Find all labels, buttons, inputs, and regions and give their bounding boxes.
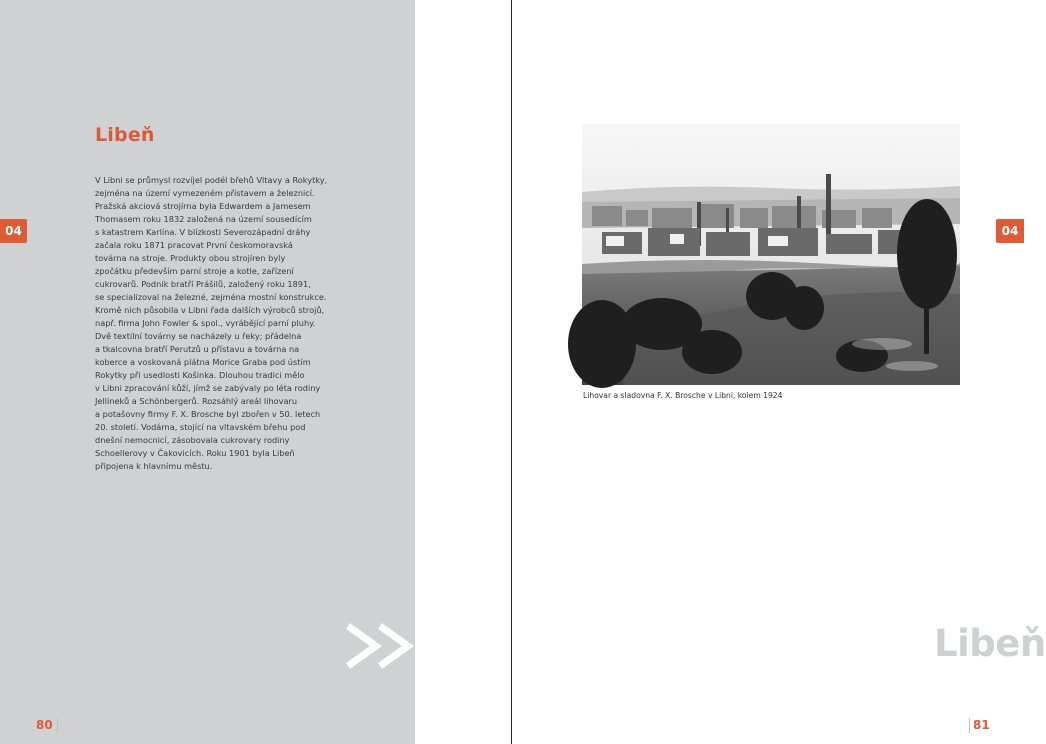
page-number-right: 81 (973, 718, 990, 732)
body-line: Thomasem roku 1832 založená na území sousedícím (95, 214, 312, 224)
body-line: připojena k hlavnímu městu. (95, 461, 213, 471)
body-text (95, 174, 328, 473)
body-line: Kromě nich působila v Libni řada dalších výrobců strojů, (95, 305, 325, 315)
body-line: cukrovarů. Podnik bratří Prášilů, založený roku 1891, (95, 279, 311, 289)
body-line: např. firma John Fowler & spol., vyrábějící parní pluhy. (95, 318, 316, 328)
body-line: s katastrem Karlína. V blízkosti Severozápadní dráhy (95, 227, 311, 237)
body-line: v Libni zpracování kůží, jímž se zabývaly po léta rodiny (95, 383, 321, 393)
body-line: Pražská akciová strojírna byla Edwardem a Jamesem (95, 201, 311, 211)
body-line: se specializoval na železné, zejména mostní konstrukce. (95, 292, 327, 302)
body-line: zejména na území vymezeném přístavem a železnicí. (95, 188, 315, 198)
body-line: 20. století. Vodárna, stojící na vltavském břehu pod (95, 422, 306, 432)
page-number-left: 80 (36, 718, 53, 732)
body-line: a potašovny firmy F. X. Brosche byl zbořen v 50. letech (95, 409, 321, 419)
book-spine-divider (511, 0, 512, 744)
body-line: a tkalcovna bratří Perutzů u přístavu a továrna na (95, 344, 300, 354)
body-line: Jellineků a Schönbergerů. Rozsáhlý areál lihovaru (95, 396, 298, 406)
section-heading: Libeň (95, 124, 155, 146)
body-line: koberce a voskovaná plátna Morice Graba pod ústím (95, 357, 311, 367)
page-number-divider-left (57, 718, 58, 733)
body-line: začala roku 1871 pracovat První českomoravská (95, 240, 293, 250)
page-number-divider-right (969, 718, 970, 733)
historical-photo (582, 124, 960, 385)
body-line: továrna na stroje. Produkty obou strojíren byly (95, 253, 286, 263)
double-chevron-right-icon (344, 620, 416, 672)
photo-caption: Lihovar a sladovna F. X. Brosche v Libni, kolem 1924 (583, 391, 783, 400)
body-line: Dvě textilní továrny se nacházely u řeky; přádelna (95, 331, 302, 341)
chapter-tab-left: 04 (0, 219, 27, 243)
body-line: Schoellerovy v Čakovicích. Roku 1901 byla Libeň (95, 448, 295, 458)
body-line: V Libni se průmysl rozvíjel podél břehů Vltavy a Rokytky, (95, 175, 328, 185)
chapter-tab-right: 04 (996, 219, 1024, 243)
body-line: zpočátku především parní stroje a kotle, zařízení (95, 266, 294, 276)
body-line: dnešní nemocnicí, zásobovala cukrovary rodiny (95, 435, 290, 445)
body-line: Rokytky při usedlosti Košinka. Dlouhou tradici mělo (95, 370, 305, 380)
section-watermark: Libeň (934, 622, 1046, 665)
